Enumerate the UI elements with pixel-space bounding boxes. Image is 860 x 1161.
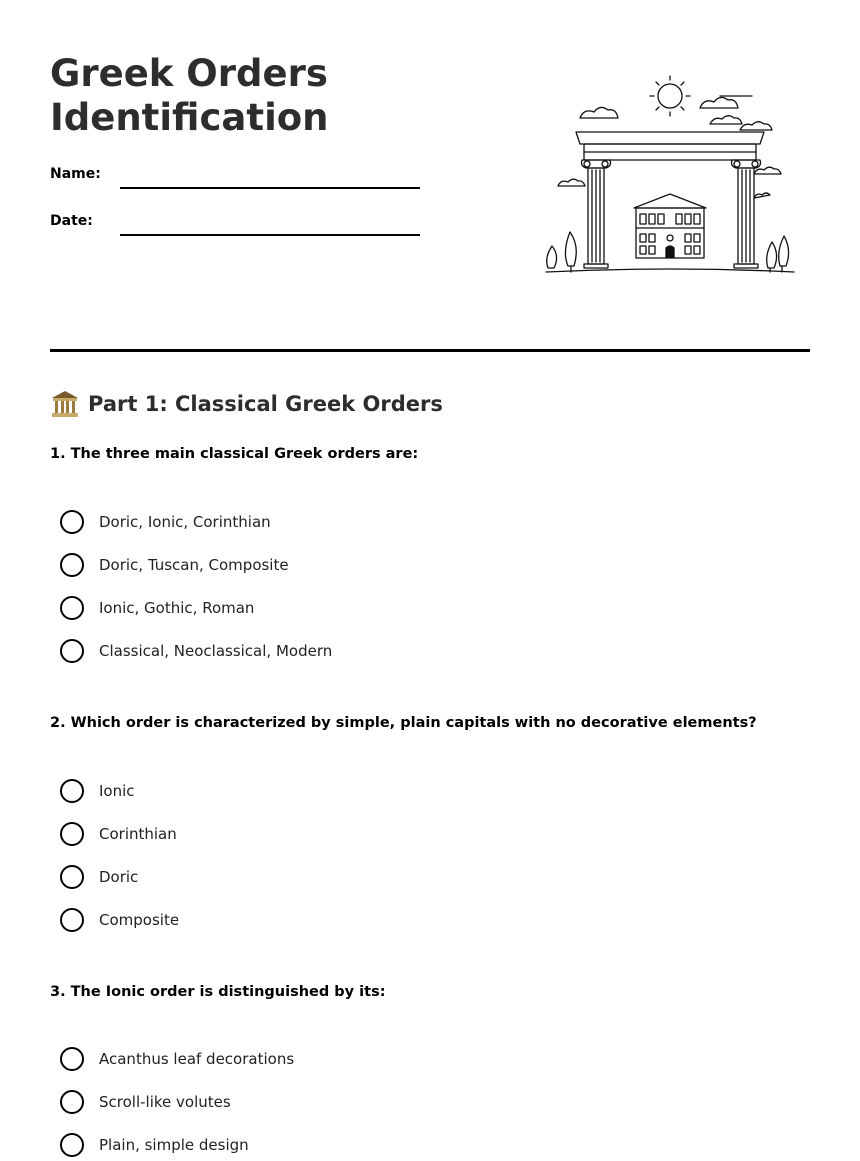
name-label: Name: [50,166,101,182]
option-label: Ionic [99,782,135,800]
column-right-icon [732,160,761,268]
radio-button[interactable] [60,596,84,620]
question-3-option-1[interactable] [60,1046,294,1072]
question-1: 1. The three main classical Greek orders are: [50,446,419,462]
option-label: Doric [99,868,139,886]
option-label: Acanthus leaf decorations [99,1050,295,1068]
sun-icon [650,76,690,116]
option-label: Classical, Neoclassical, Modern [99,642,333,660]
title-line-2: Identification [50,96,329,139]
radio-button[interactable] [60,639,84,663]
option-label: Composite [99,911,180,929]
question-1-option-1[interactable] [60,509,271,535]
question-3: 3. The Ionic order is distinguished by its: [50,984,386,1000]
title-line-1: Greek Orders [50,52,328,95]
radio-button[interactable] [60,908,84,932]
date-label: Date: [50,213,93,229]
radio-button[interactable] [60,553,84,577]
question-1-option-4[interactable] [60,638,332,664]
radio-button[interactable] [60,1090,84,1114]
question-1-option-2[interactable] [60,552,289,578]
worksheet-title [50,52,410,140]
question-1-option-3[interactable] [60,595,254,621]
question-2-option-3[interactable] [60,864,138,890]
option-label: Scroll-like volutes [99,1093,231,1111]
option-label: Doric, Tuscan, Composite [99,556,289,574]
column-left-icon [582,160,611,268]
name-field[interactable] [120,187,420,189]
temple-illustration [540,70,800,280]
classical-building-icon [50,390,80,418]
radio-button[interactable] [60,779,84,803]
radio-button[interactable] [60,1133,84,1157]
date-field[interactable] [120,234,420,236]
question-2-option-1[interactable] [60,778,135,804]
question-2-option-4[interactable] [60,907,179,933]
option-label: Plain, simple design [99,1136,249,1154]
question-3-option-3[interactable] [60,1132,249,1158]
section-heading [50,388,443,420]
question-2-option-2[interactable] [60,821,177,847]
radio-button[interactable] [60,1047,84,1071]
question-3-option-2[interactable] [60,1089,231,1115]
option-label: Doric, Ionic, Corinthian [99,513,271,531]
question-2: 2. Which order is characterized by simple, plain capitals with no decorative elements? [50,715,757,731]
section-divider [50,349,810,352]
section-heading-text: Part 1: Classical Greek Orders [88,392,443,416]
radio-button[interactable] [60,865,84,889]
option-label: Ionic, Gothic, Roman [99,599,255,617]
radio-button[interactable] [60,822,84,846]
radio-button[interactable] [60,510,84,534]
option-label: Corinthian [99,825,177,843]
building-icon [634,194,706,258]
